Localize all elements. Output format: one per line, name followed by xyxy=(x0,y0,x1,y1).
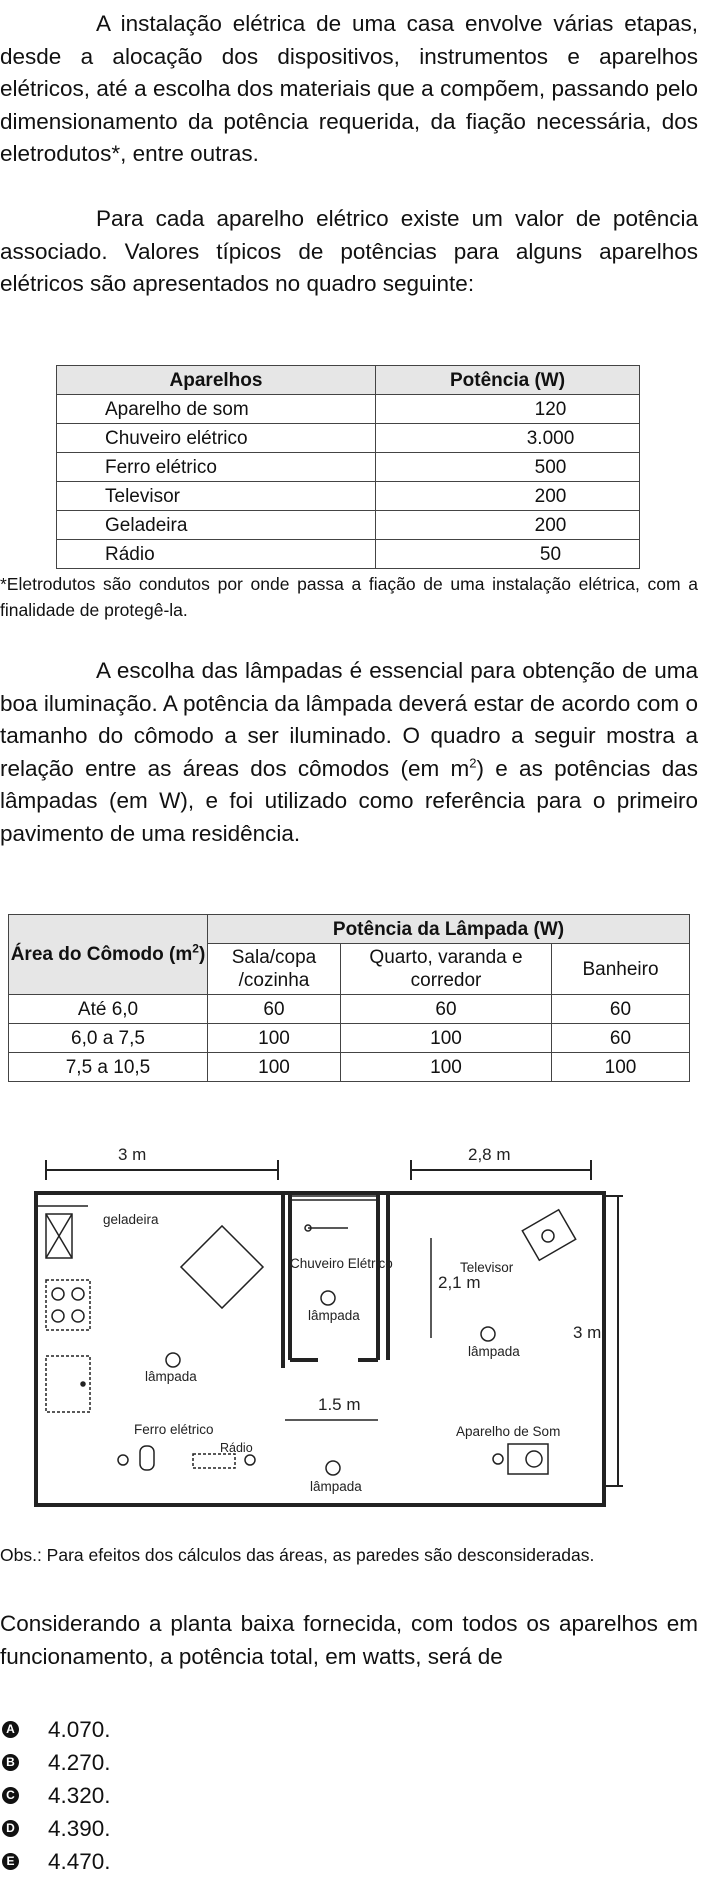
appliance-name: Rádio xyxy=(57,540,376,569)
dim-inner-height-label: 2,1 m xyxy=(438,1273,481,1292)
option-e[interactable] xyxy=(0,1847,200,1877)
sink-drain xyxy=(81,1382,85,1386)
option-c-letter: C xyxy=(2,1787,19,1804)
appliance-name: Ferro elétrico xyxy=(57,453,376,482)
tv-knob xyxy=(542,1230,554,1242)
table-row xyxy=(57,482,640,511)
lamp-paragraph xyxy=(0,655,698,851)
lamp-bath-icon xyxy=(321,1291,335,1305)
intro-paragraph-2-text: Para cada aparelho elétrico existe um valor de potência associado. Valores típicos de potências para alguns aparelhos elétricos são apresentados no quadro seguinte: xyxy=(0,206,698,297)
burner xyxy=(72,1310,84,1322)
header-lamp-power: Potência da Lâmpada (W) xyxy=(208,915,690,944)
appliance-power: 200 xyxy=(376,511,640,540)
value-cell: 60 xyxy=(552,1024,690,1053)
label-lamp-kitchen: lâmpada xyxy=(145,1369,197,1384)
lamp-room-icon xyxy=(481,1327,495,1341)
header-area-sup: 2 xyxy=(192,941,199,956)
label-shower: Chuveiro Elétrico xyxy=(290,1256,393,1271)
dim-height-label: 3 m xyxy=(573,1323,602,1342)
burner xyxy=(52,1310,64,1322)
appliance-name: Geladeira xyxy=(57,511,376,540)
option-c-value: 4.320. xyxy=(48,1783,111,1808)
intro-paragraph-2 xyxy=(0,203,698,301)
floor-plan xyxy=(28,1138,623,1518)
lamp-paragraph-text-b: ) e as potências das lâmpadas (em W), e foi utilizado como referência para o primeiro pavimento de uma residência. xyxy=(0,755,698,846)
option-e-value: 4.470. xyxy=(48,1849,111,1874)
header-area-close: ) xyxy=(198,944,206,965)
value-cell: 100 xyxy=(552,1053,690,1082)
table-row xyxy=(57,395,640,424)
appliances-table-header xyxy=(57,366,640,395)
label-fridge: geladeira xyxy=(103,1212,159,1227)
option-b-value: 4.270. xyxy=(48,1750,111,1775)
table-row xyxy=(57,540,640,569)
label-lamp-bath: lâmpada xyxy=(308,1308,360,1323)
header-power: Potência (W) xyxy=(376,366,640,395)
appliance-name: Chuveiro elétrico xyxy=(57,424,376,453)
table-row xyxy=(9,1053,690,1082)
table-row xyxy=(9,995,690,1024)
lamp-table-header-row-1 xyxy=(9,915,690,944)
appliances-table xyxy=(56,365,640,569)
outlet-icon xyxy=(245,1455,255,1465)
appliance-power: 3.000 xyxy=(376,424,640,453)
option-a-letter: A xyxy=(2,1721,19,1738)
option-c[interactable] xyxy=(0,1781,200,1811)
dim-left-label: 3 m xyxy=(118,1145,147,1164)
observation: Obs.: Para efeitos dos cálculos das áreas, as paredes são desconsideradas. xyxy=(0,1545,595,1565)
option-b-letter: B xyxy=(2,1754,19,1771)
option-e-letter: E xyxy=(2,1853,19,1870)
table-row xyxy=(9,1024,690,1053)
lamp-paragraph-text-a: A escolha das lâmpadas é essencial para obtenção de uma boa iluminação. A potência da lâmpada deverá estar de acordo com o tamanho do cômodo a ser iluminado. O quadro a seguir mostra a relação entre as áreas dos cômodos (em m xyxy=(0,658,698,781)
value-cell: 60 xyxy=(208,995,341,1024)
table-row xyxy=(57,511,640,540)
value-cell: 100 xyxy=(341,1024,552,1053)
header-area xyxy=(9,915,208,995)
header-banheiro: Banheiro xyxy=(552,944,690,995)
table-row xyxy=(57,453,640,482)
area-cell: Até 6,0 xyxy=(9,995,208,1024)
value-cell: 100 xyxy=(208,1024,341,1053)
option-b[interactable] xyxy=(0,1748,200,1778)
appliance-power: 50 xyxy=(376,540,640,569)
appliance-power: 500 xyxy=(376,453,640,482)
lamp-kitchen-icon xyxy=(166,1353,180,1367)
iron-icon xyxy=(140,1446,154,1470)
outlet-icon xyxy=(118,1455,128,1465)
option-d[interactable] xyxy=(0,1814,200,1844)
footnote: *Eletrodutos são condutos por onde passa a fiação de uma instalação elétrica, com a finalidade de protegê-la. xyxy=(0,574,698,620)
lamp-corridor-icon xyxy=(326,1461,340,1475)
lamp-paragraph-sup: 2 xyxy=(469,755,477,771)
table-icon xyxy=(181,1226,263,1308)
option-d-letter: D xyxy=(2,1820,19,1837)
area-cell: 7,5 a 10,5 xyxy=(9,1053,208,1082)
option-a[interactable] xyxy=(0,1715,200,1745)
label-iron: Ferro elétrico xyxy=(134,1422,214,1437)
dim-bath-label: 1.5 m xyxy=(318,1395,361,1414)
burner xyxy=(52,1288,64,1300)
table-row xyxy=(57,424,640,453)
area-cell: 6,0 a 7,5 xyxy=(9,1024,208,1053)
appliance-power: 120 xyxy=(376,395,640,424)
label-sound: Aparelho de Som xyxy=(456,1424,561,1439)
stove-icon xyxy=(46,1280,90,1330)
label-lamp-corridor: lâmpada xyxy=(310,1479,362,1494)
header-sala: Sala/copa /cozinha xyxy=(208,944,341,995)
intro-paragraph-1 xyxy=(0,8,698,171)
question: Considerando a planta baixa fornecida, com todos os aparelhos em funcionamento, a potência total, em watts, será de xyxy=(0,1611,698,1669)
value-cell: 100 xyxy=(208,1053,341,1082)
radio-icon xyxy=(193,1454,235,1468)
option-d-value: 4.390. xyxy=(48,1816,111,1841)
option-a-value: 4.070. xyxy=(48,1717,111,1742)
value-cell: 60 xyxy=(341,995,552,1024)
lamp-table xyxy=(8,914,690,1082)
label-tv: Televisor xyxy=(460,1260,514,1275)
tv-icon xyxy=(522,1210,575,1260)
burner xyxy=(72,1288,84,1300)
header-quarto: Quarto, varanda e corredor xyxy=(341,944,552,995)
intro-paragraph-1-text: A instalação elétrica de uma casa envolve várias etapas, desde a alocação dos dispositivos, instrumentos e aparelhos elétricos, até a escolha dos materiais que a compõem, passando pelo dimensionamento da potência requerida, da fiação necessária, dos eletrodutos*, entre outras. xyxy=(0,11,698,167)
header-area-text: Área do Cômodo (m xyxy=(10,944,193,965)
outlet-icon xyxy=(493,1454,503,1464)
value-cell: 100 xyxy=(341,1053,552,1082)
dim-right-label: 2,8 m xyxy=(468,1145,511,1164)
appliance-power: 200 xyxy=(376,482,640,511)
label-radio: Rádio xyxy=(220,1441,253,1455)
appliance-name: Aparelho de som xyxy=(57,395,376,424)
header-appliances: Aparelhos xyxy=(57,366,376,395)
speaker xyxy=(526,1451,542,1467)
label-lamp-room: lâmpada xyxy=(468,1344,520,1359)
value-cell: 60 xyxy=(552,995,690,1024)
appliance-name: Televisor xyxy=(57,482,376,511)
